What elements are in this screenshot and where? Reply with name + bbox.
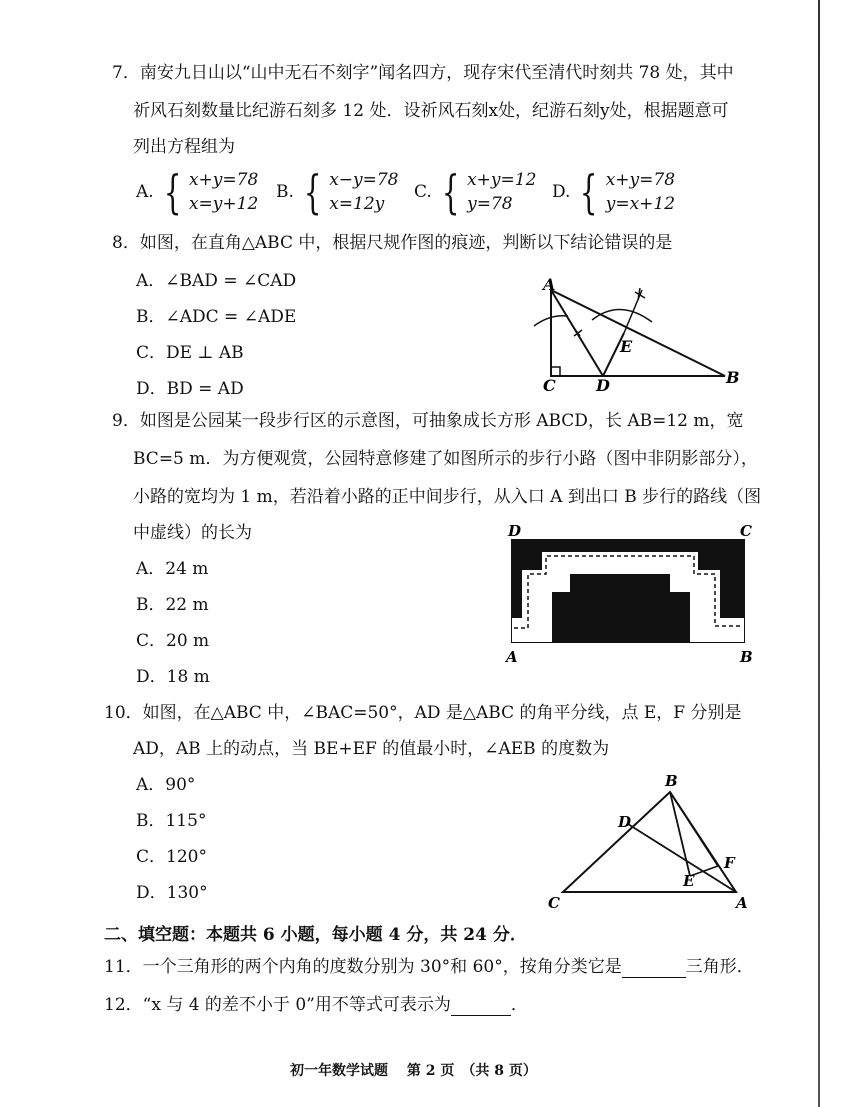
q8-figure xyxy=(520,270,750,392)
q9-option-d[interactable]: D．18 m xyxy=(136,667,210,687)
label-e: E xyxy=(683,872,695,890)
equation: x+y=78 xyxy=(188,170,259,190)
equation: x=y+12 xyxy=(188,194,259,214)
label-c: C xyxy=(548,894,560,910)
brace-icon: { xyxy=(163,165,182,219)
q9-option-c[interactable]: C．20 m xyxy=(136,631,210,651)
q9-figure xyxy=(500,522,760,668)
answer-blank[interactable] xyxy=(451,997,511,1016)
equation: y=78 xyxy=(467,194,513,214)
label-a: A xyxy=(736,894,748,910)
segment-ad xyxy=(628,824,736,892)
option-label: B. xyxy=(276,182,294,202)
q11-suffix: 三角形． xyxy=(685,957,754,977)
triangle-abc xyxy=(563,792,736,892)
label-c: C xyxy=(740,522,752,540)
center-block xyxy=(552,574,690,642)
brace-icon: { xyxy=(303,165,322,219)
equation: x=12y xyxy=(329,194,385,214)
q8-option-d[interactable]: D．BD = AD xyxy=(136,379,244,399)
label-b: B xyxy=(740,648,753,666)
q7-line3: 列出方程组为 xyxy=(133,137,235,157)
q10-line2: AD，AB 上的动点，当 BE+EF 的值最小时，∠AEB 的度数为 xyxy=(133,739,610,759)
q9-line1: 9．如图是公园某一段步行区的示意图，可抽象成长方形 ABCD，长 AB=12 m，宽 xyxy=(112,411,744,431)
q12-suffix: ． xyxy=(510,995,528,1015)
option-label: C. xyxy=(414,182,432,202)
q12-text: 12．“x 与 4 的差不小于 0”用不等式可表示为 xyxy=(104,995,451,1015)
q7-option-c[interactable] xyxy=(414,165,537,219)
label-b: B xyxy=(726,368,740,387)
equation: x+y=78 xyxy=(605,170,676,190)
q8-option-b[interactable]: B．∠ADC = ∠ADE xyxy=(136,307,297,327)
q9-line4: 中虚线）的长为 xyxy=(133,523,252,543)
right-angle-mark xyxy=(551,367,560,376)
q10-line1: 10．如图，在△ABC 中，∠BAC=50°，AD 是△ABC 的角平分线，点 E，F 分别是 xyxy=(104,703,742,723)
q9-option-a[interactable]: A．24 m xyxy=(136,559,209,579)
section-title: 二、填空题：本题共 6 小题，每小题 4 分，共 24 分． xyxy=(104,925,527,945)
label-d: D xyxy=(508,522,522,540)
option-label: A. xyxy=(136,182,154,202)
q11 xyxy=(104,956,754,978)
segment-be xyxy=(670,792,690,876)
q10-option-d[interactable]: D．130° xyxy=(136,883,208,903)
q9-line2: BC=5 m．为方便观赏，公园特意修建了如图所示的步行小路（图中非阴影部分）， xyxy=(133,449,758,469)
q7-option-b[interactable] xyxy=(276,165,399,219)
answer-blank[interactable] xyxy=(622,959,686,978)
option-label: D. xyxy=(552,182,571,202)
brace-icon: { xyxy=(580,165,598,219)
page-edge xyxy=(818,0,820,1107)
q10-option-b[interactable]: B．115° xyxy=(136,811,207,831)
q8-option-a[interactable]: A．∠BAD = ∠CAD xyxy=(136,271,297,291)
q8-stem: 8．如图，在直角△ABC 中，根据尺规作图的痕迹，判断以下结论错误的是 xyxy=(112,233,673,253)
q10-option-c[interactable]: C．120° xyxy=(136,847,207,867)
q9-option-b[interactable]: B．22 m xyxy=(136,595,209,615)
label-d: D xyxy=(618,813,632,831)
q7-option-d[interactable] xyxy=(552,165,676,219)
q7-option-a[interactable] xyxy=(136,165,259,219)
equation: x−y=78 xyxy=(329,170,399,190)
label-b: B xyxy=(665,772,678,790)
q10-option-a[interactable]: A．90° xyxy=(136,775,196,795)
page-footer: 初一年数学试题 第 2 页 （共 8 页） xyxy=(290,1063,537,1079)
q7-line2: 祈风石刻数量比纪游石刻多 12 处．设祈风石刻x处，纪游石刻y处，根据题意可 xyxy=(133,101,729,121)
brace-icon: { xyxy=(441,165,460,219)
label-a: A xyxy=(506,648,518,666)
label-d: D xyxy=(596,376,610,392)
q8-option-c[interactable]: C．DE ⊥ AB xyxy=(136,343,244,363)
q9-line3: 小路的宽均为 1 m，若沿着小路的正中间步行，从入口 A 到出口 B 步行的路线（图 xyxy=(133,487,762,507)
q12 xyxy=(104,994,528,1016)
q11-text: 11．一个三角形的两个内角的度数分别为 30°和 60°，按角分类它是 xyxy=(104,957,622,977)
equation: x+y=12 xyxy=(467,170,537,190)
label-a: A xyxy=(543,275,556,294)
equation: y=x+12 xyxy=(605,194,676,214)
label-f: F xyxy=(724,854,735,872)
q7-line1: 7．南安九日山以“山中无石不刻字”闻名四方，现存宋代至清代时刻共 78 处，其中 xyxy=(112,63,734,83)
label-e: E xyxy=(620,337,633,356)
label-c: C xyxy=(543,376,556,392)
q10-figure xyxy=(540,770,760,910)
